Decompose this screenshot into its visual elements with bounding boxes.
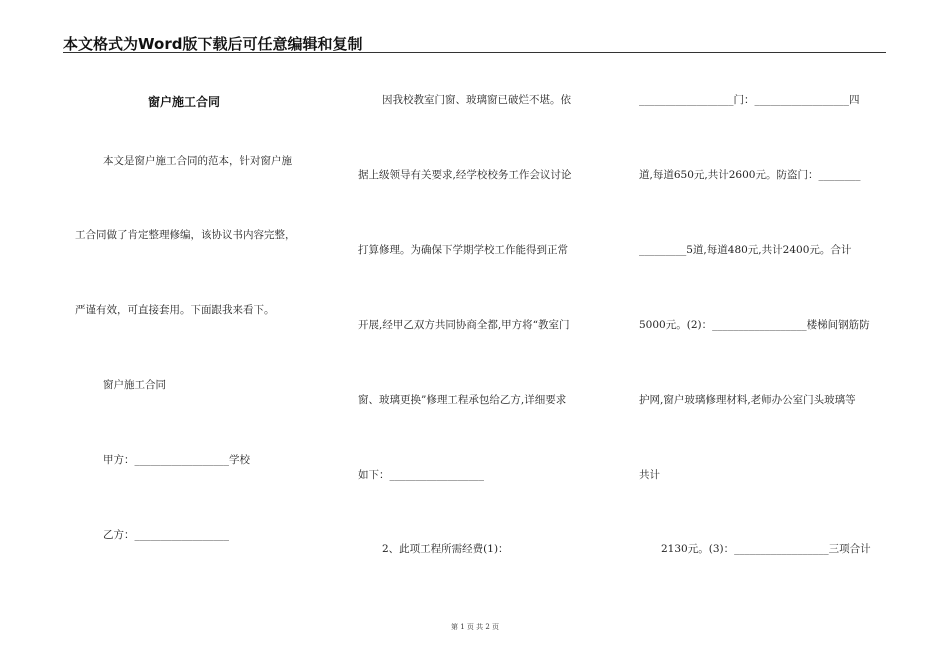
text-line: _________5道,每道480元,共计2400元。合计: [639, 244, 852, 256]
party-b-line: 乙方：__________________: [103, 529, 229, 541]
text-line: 5000元。(2)：__________________楼梯间钢筋防: [639, 319, 870, 331]
text-line: 共计: [639, 469, 660, 481]
text-line: 窗、玻璃更换”修理工程承包给乙方,详细要求: [358, 394, 567, 406]
party-a-line: 甲方：__________________学校: [103, 454, 250, 466]
text-line: 如下：__________________: [358, 469, 484, 481]
document-header: [63, 30, 886, 53]
text-line: 因我校教室门窗、玻璃窗已破烂不堪。依: [382, 94, 571, 106]
text-line: 严谨有效，可直接套用。下面跟我来看下。: [75, 304, 275, 316]
text-line: 2130元。(3)：__________________三项合计: [661, 543, 871, 555]
text-line: 道,每道650元,共计2600元。防盗门：________: [639, 169, 861, 181]
text-line: 护网,窗户玻璃修理材料,老师办公室门头玻璃等: [639, 394, 856, 406]
document-title: 窗户施工合同: [148, 95, 221, 109]
header-title: 本文格式为Word版下载后可任意编辑和复制: [63, 35, 363, 53]
text-line: __________________门：__________________四: [639, 94, 860, 106]
page-footer: 第 1 页 共 2 页: [450, 623, 500, 631]
text-line: 本文是窗户施工合同的范本，针对窗户施: [103, 155, 292, 167]
text-line: 工合同做了肯定整理修编，该协议书内容完整，: [75, 229, 296, 241]
text-line: 打算修理。为确保下学期学校工作能得到正常: [358, 244, 568, 256]
text-line: 据上级领导有关要求,经学校校务工作会议讨论: [358, 169, 572, 181]
text-line: 2、此项工程所需经费(1)：: [382, 543, 509, 555]
text-line: 窗户施工合同: [103, 379, 166, 391]
text-line: 开展,经甲乙双方共同协商全都,甲方将“教室门: [358, 319, 570, 331]
